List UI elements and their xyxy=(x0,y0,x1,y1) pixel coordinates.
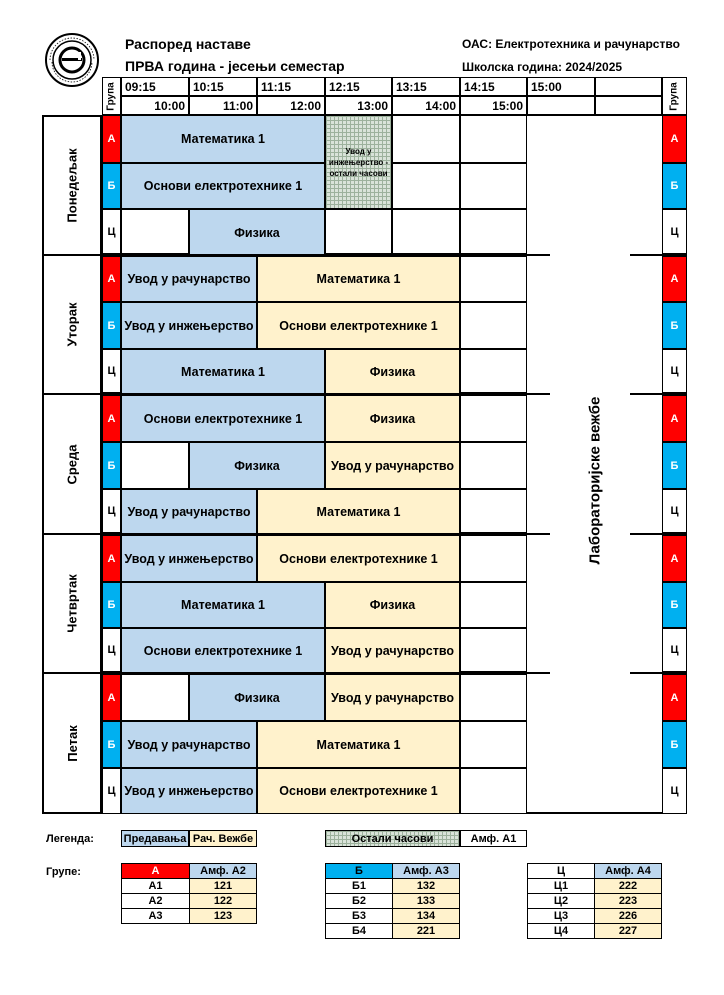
day-separator xyxy=(102,254,527,256)
empty-slot xyxy=(325,209,392,254)
group-label-right: Ц xyxy=(662,628,687,672)
day-separator xyxy=(662,533,687,535)
group-label-right: Б xyxy=(662,442,687,489)
legend-other: Остали часови xyxy=(325,830,460,847)
empty-slot xyxy=(460,489,527,533)
day-label-wednesday: Среда xyxy=(42,393,102,535)
class-cell[interactable]: Основи електротехнике 1 xyxy=(121,628,325,674)
class-cell[interactable]: Увод у рачунарство xyxy=(121,256,257,302)
start-time: 09:15 xyxy=(121,77,189,96)
group-label-left: Ц xyxy=(102,489,121,533)
group-label-left: А xyxy=(102,535,121,582)
group-label-right: А xyxy=(662,115,687,163)
class-cell[interactable]: Увод у рачунарство xyxy=(121,721,257,768)
lab-divider xyxy=(630,254,662,256)
class-cell[interactable]: Физика xyxy=(325,395,460,442)
day-label-thursday: Четвртак xyxy=(42,533,102,674)
subgroup-room: 122 xyxy=(190,894,257,909)
legend-label: Легенда: xyxy=(46,833,94,845)
subgroup-room: 226 xyxy=(595,909,662,924)
day-label-monday: Понедељак xyxy=(42,115,102,256)
empty-slot xyxy=(460,721,527,768)
start-time: 15:00 xyxy=(527,77,595,96)
empty-slot xyxy=(460,256,527,302)
subgroup: Ц1 xyxy=(528,879,595,894)
empty-slot xyxy=(121,209,189,254)
group-label-left: Б xyxy=(102,582,121,628)
end-time: 15:00 xyxy=(460,96,527,115)
class-cell[interactable]: Увод у рачунарство xyxy=(325,442,460,489)
subgroup-room: 133 xyxy=(393,894,460,909)
subgroup: Ц2 xyxy=(528,894,595,909)
group-name: А xyxy=(122,864,190,879)
group-label-right: Ц xyxy=(662,489,687,533)
group-col-header-left xyxy=(102,77,121,115)
subgroup-room: 227 xyxy=(595,924,662,939)
end-time: 12:00 xyxy=(257,96,325,115)
group-label-left: Б xyxy=(102,163,121,209)
group-label-left: Б xyxy=(102,442,121,489)
subgroup: Б4 xyxy=(326,924,393,939)
group-label-right: Б xyxy=(662,582,687,628)
class-cell[interactable]: Основи електротехнике 1 xyxy=(121,395,325,442)
end-time: 10:00 xyxy=(121,96,189,115)
empty-slot xyxy=(460,349,527,393)
end-time: 14:00 xyxy=(392,96,460,115)
start-time: 14:15 xyxy=(460,77,527,96)
class-cell[interactable]: Основи електротехнике 1 xyxy=(257,535,460,582)
legend-other-room: Амф. А1 xyxy=(460,830,527,847)
empty-slot xyxy=(460,302,527,349)
group-label-right: Б xyxy=(662,721,687,768)
group-label-left: Б xyxy=(102,302,121,349)
day-separator xyxy=(662,672,687,674)
lab-label-wrap xyxy=(527,330,662,630)
group-label-right: А xyxy=(662,535,687,582)
empty-slot xyxy=(392,209,460,254)
subgroup: А1 xyxy=(122,879,190,894)
group-table-c xyxy=(527,863,662,939)
group-label-right: Б xyxy=(662,302,687,349)
class-cell[interactable]: Основи електротехнике 1 xyxy=(257,768,460,814)
class-cell[interactable]: Увод у рачунарство xyxy=(325,674,460,721)
group-label-left: Ц xyxy=(102,349,121,393)
start-time: 11:15 xyxy=(257,77,325,96)
day-separator xyxy=(102,393,527,395)
class-cell[interactable]: Математика 1 xyxy=(257,489,460,535)
empty-slot xyxy=(460,442,527,489)
group-label-right: А xyxy=(662,395,687,442)
lab-exercises-label: Лабораторијске вежбе xyxy=(586,396,603,564)
empty-header xyxy=(527,96,595,115)
empty-slot xyxy=(460,395,527,442)
subgroup: Ц3 xyxy=(528,909,595,924)
group-label-left: А xyxy=(102,256,121,302)
subgroup: А3 xyxy=(122,909,190,924)
group-label-left: Ц xyxy=(102,209,121,254)
empty-slot xyxy=(460,163,527,209)
group-col-header-right xyxy=(662,77,687,115)
group-room: Амф. А4 xyxy=(595,864,662,879)
faculty-logo xyxy=(44,32,100,88)
group-name: Ц xyxy=(528,864,595,879)
class-cell[interactable]: Увод у рачунарство xyxy=(121,489,257,535)
day-separator xyxy=(102,533,527,535)
class-cell[interactable]: Основи електротехнике 1 xyxy=(121,163,325,209)
group-table-b xyxy=(325,863,460,939)
subgroup: Ц4 xyxy=(528,924,595,939)
group-label-right: А xyxy=(662,256,687,302)
day-separator xyxy=(662,254,687,256)
legend-lecture: Предавања xyxy=(121,830,189,847)
day-separator xyxy=(662,393,687,395)
groups-label: Групе: xyxy=(46,866,81,878)
class-cell[interactable]: Математика 1 xyxy=(257,256,460,302)
class-cell[interactable]: Математика 1 xyxy=(121,349,325,395)
day-label-friday: Петак xyxy=(42,672,102,814)
study-program: ОАС: Електротехника и рачунарство xyxy=(462,37,680,51)
lab-divider xyxy=(630,672,662,674)
class-cell[interactable]: Физика xyxy=(325,349,460,395)
empty-slot xyxy=(121,674,189,721)
empty-slot xyxy=(460,628,527,672)
subgroup-room: 134 xyxy=(393,909,460,924)
empty-slot xyxy=(392,115,460,163)
day-label-tuesday: Уторак xyxy=(42,254,102,395)
group-room: Амф. А3 xyxy=(393,864,460,879)
lab-divider xyxy=(527,254,550,256)
group-label-right: А xyxy=(662,674,687,721)
class-cell[interactable]: Математика 1 xyxy=(257,721,460,768)
school-year: Школска година: 2024/2025 xyxy=(462,60,623,74)
end-time: 11:00 xyxy=(189,96,257,115)
class-cell[interactable]: Увод у инжењерство xyxy=(121,302,257,349)
subgroup-room: 223 xyxy=(595,894,662,909)
empty-slot xyxy=(460,674,527,721)
start-time: 13:15 xyxy=(392,77,460,96)
subgroup-room: 123 xyxy=(190,909,257,924)
empty-slot xyxy=(460,768,527,814)
start-time: 12:15 xyxy=(325,77,392,96)
class-cell[interactable]: Увод у инжењерство xyxy=(121,768,257,814)
class-cell[interactable]: Математика 1 xyxy=(121,582,325,628)
day-separator xyxy=(102,672,527,674)
group-col-label-right: Група xyxy=(669,81,680,111)
class-cell[interactable]: Физика xyxy=(189,442,325,489)
group-room: Амф. А2 xyxy=(190,864,257,879)
subgroup-room: 132 xyxy=(393,879,460,894)
group-col-label-left: Група xyxy=(106,81,117,111)
start-time: 10:15 xyxy=(189,77,257,96)
group-label-right: Ц xyxy=(662,768,687,814)
group-label-left: А xyxy=(102,115,121,163)
page-title: Распоред наставе xyxy=(125,36,251,52)
group-label-right: Б xyxy=(662,163,687,209)
legend-exercise: Рач. Вежбе xyxy=(189,830,257,847)
class-cell[interactable]: Увод у инжењерство xyxy=(121,535,257,582)
subgroup-room: 121 xyxy=(190,879,257,894)
class-cell[interactable]: Математика 1 xyxy=(121,115,325,163)
class-cell[interactable]: Увод у рачунарство xyxy=(325,628,460,674)
empty-slot xyxy=(121,442,189,489)
end-time: 13:00 xyxy=(325,96,392,115)
subgroup: Б1 xyxy=(326,879,393,894)
class-cell[interactable]: Физика xyxy=(325,582,460,628)
group-label-left: Ц xyxy=(102,628,121,672)
group-label-right: Ц xyxy=(662,209,687,254)
empty-slot xyxy=(460,535,527,582)
lab-divider xyxy=(527,672,550,674)
empty-slot xyxy=(460,115,527,163)
class-cell[interactable]: Увод у инжењерство - остали часови xyxy=(325,115,392,209)
header-separator xyxy=(102,114,687,116)
subgroup: Б2 xyxy=(326,894,393,909)
group-label-left: Ц xyxy=(102,768,121,814)
group-label-left: А xyxy=(102,395,121,442)
group-label-left: А xyxy=(102,674,121,721)
empty-header xyxy=(595,77,662,96)
group-label-left: Б xyxy=(102,721,121,768)
empty-header xyxy=(595,96,662,115)
class-cell[interactable]: Основи електротехнике 1 xyxy=(257,302,460,349)
subgroup: Б3 xyxy=(326,909,393,924)
group-name: Б xyxy=(326,864,393,879)
page-subtitle: ПРВА година - јесењи семестар xyxy=(125,58,345,74)
subgroup-room: 222 xyxy=(595,879,662,894)
subgroup: А2 xyxy=(122,894,190,909)
group-table-a xyxy=(121,863,257,924)
empty-slot xyxy=(392,163,460,209)
class-cell[interactable]: Физика xyxy=(189,674,325,721)
group-label-right: Ц xyxy=(662,349,687,393)
class-cell[interactable]: Физика xyxy=(189,209,325,256)
empty-slot xyxy=(460,209,527,254)
empty-slot xyxy=(460,582,527,628)
subgroup-room: 221 xyxy=(393,924,460,939)
